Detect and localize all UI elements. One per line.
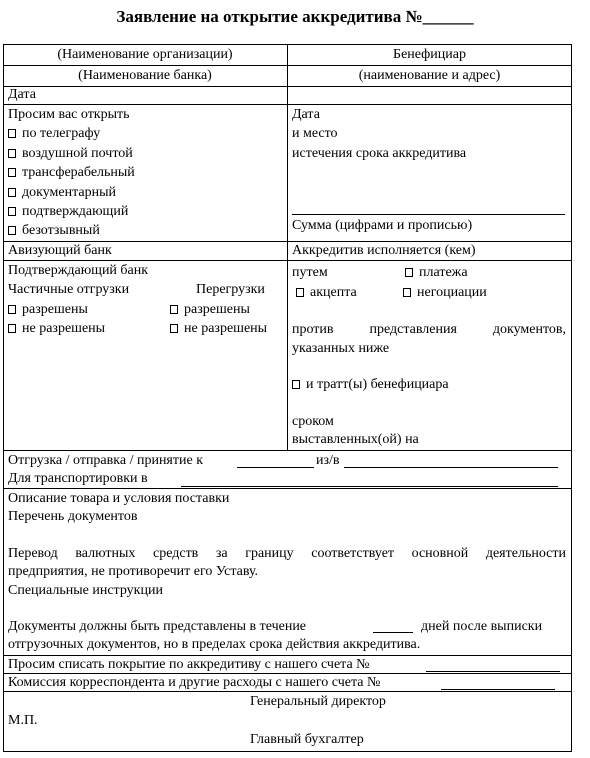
- checkbox-icon[interactable]: [8, 226, 16, 235]
- checkbox-icon[interactable]: [296, 288, 304, 297]
- presentation-text-2: отгрузочных документов, но в пределах срока действия аккредитива.: [8, 637, 421, 652]
- shipment-field[interactable]: [237, 467, 314, 468]
- transport-field[interactable]: [181, 486, 558, 487]
- documents-list-label: Перечень документов: [8, 509, 138, 524]
- checkbox-icon[interactable]: [405, 268, 413, 277]
- stamp-label: М.П.: [8, 713, 38, 728]
- currency-transfer-text: Перевод валютных средств за границу соответствует основной деятельности: [8, 546, 566, 561]
- checkbox-icon[interactable]: [170, 324, 178, 333]
- drawn-on-label: выставленных(ой) на: [292, 432, 419, 447]
- transship-not-allowed-option[interactable]: не разрешены: [170, 320, 267, 338]
- transshipments-label: Перегрузки: [196, 282, 265, 297]
- by-means-label: путем: [292, 265, 328, 280]
- partial-not-allowed-option[interactable]: не разрешены: [8, 320, 105, 338]
- checkbox-icon[interactable]: [8, 188, 16, 197]
- beneficiary-caption: Бенефициар: [393, 47, 466, 62]
- option-airmail[interactable]: воздушной почтой: [8, 145, 133, 163]
- amount-line[interactable]: [292, 214, 565, 215]
- checkbox-icon[interactable]: [8, 305, 16, 314]
- acceptance-option[interactable]: акцепта: [296, 284, 357, 302]
- checkbox-icon[interactable]: [403, 288, 411, 297]
- presentation-text-a: Документы должны быть представлены в течение: [8, 619, 307, 634]
- expiry-date-label: Дата: [292, 107, 320, 122]
- executed-by-label: Аккредитив исполняется (кем): [292, 243, 476, 258]
- commission-account-field[interactable]: [441, 689, 555, 690]
- against-documents-text: против представления документов,: [292, 322, 566, 337]
- org-name-caption: (Наименование организации): [57, 47, 233, 62]
- form-title: Заявление на открытие аккредитива №______: [116, 7, 474, 26]
- option-telegraph[interactable]: по телеграфу: [8, 125, 100, 143]
- amount-label: Сумма (цифрами и прописью): [292, 218, 473, 233]
- payment-option[interactable]: платежа: [405, 264, 468, 282]
- partial-shipments-label: Частичные отгрузки: [8, 282, 130, 297]
- confirming-bank-label: Подтверждающий банк: [8, 263, 149, 278]
- beneficiary-address-caption: (наименование и адрес): [358, 68, 501, 83]
- checkbox-icon[interactable]: [8, 324, 16, 333]
- general-director-label: Генеральный директор: [250, 694, 386, 709]
- debit-cover-label: Просим списать покрытие по аккредитиву с нашего счета №: [8, 657, 370, 672]
- negotiation-option[interactable]: негоциации: [403, 284, 487, 302]
- date-label: Дата: [8, 87, 36, 102]
- advising-bank-label: Авизующий банк: [8, 243, 112, 258]
- checkbox-icon[interactable]: [8, 129, 16, 138]
- days-field[interactable]: [373, 632, 413, 633]
- checkbox-icon[interactable]: [8, 168, 16, 177]
- request-intro: Просим вас открыть: [8, 107, 130, 122]
- goods-description-label: Описание товара и условия поставки: [8, 491, 230, 506]
- partial-allowed-option[interactable]: разрешены: [8, 301, 88, 319]
- option-confirming[interactable]: подтверждающий: [8, 203, 128, 221]
- bank-name-caption: (Наименование банка): [78, 68, 212, 83]
- commission-label: Комиссия корреспондента и другие расходы с нашего счета №: [8, 675, 381, 690]
- divider: [3, 488, 572, 489]
- shipment-label: Отгрузка / отправка / принятие к: [8, 453, 203, 468]
- column-divider: [287, 44, 288, 450]
- currency-transfer-text-2: предприятия, не противоречит его Уставу.: [8, 564, 259, 579]
- from-to-label: из/в: [316, 453, 340, 468]
- drafts-option[interactable]: и тратт(ы) бенефициара: [292, 376, 449, 394]
- transship-allowed-option[interactable]: разрешены: [170, 301, 250, 319]
- option-irrevocable[interactable]: безотзывный: [8, 222, 100, 240]
- debit-account-field[interactable]: [426, 671, 560, 672]
- expiry-caption: истечения срока аккредитива: [292, 146, 467, 161]
- checkbox-icon[interactable]: [170, 305, 178, 314]
- presentation-text-b: дней после выписки: [421, 619, 543, 634]
- checkbox-icon[interactable]: [292, 380, 300, 389]
- against-documents-text-2: указанных ниже: [292, 341, 390, 356]
- from-to-field[interactable]: [344, 467, 558, 468]
- term-label: сроком: [292, 414, 334, 429]
- divider: [3, 450, 572, 451]
- chief-accountant-label: Главный бухгалтер: [250, 732, 364, 747]
- special-instructions-label: Специальные инструкции: [8, 583, 163, 598]
- checkbox-icon[interactable]: [8, 149, 16, 158]
- option-documentary[interactable]: документарный: [8, 184, 116, 202]
- option-transferable[interactable]: трансферабельный: [8, 164, 135, 182]
- transport-label: Для транспортировки в: [8, 471, 148, 486]
- checkbox-icon[interactable]: [8, 207, 16, 216]
- expiry-place-label: и место: [292, 126, 338, 141]
